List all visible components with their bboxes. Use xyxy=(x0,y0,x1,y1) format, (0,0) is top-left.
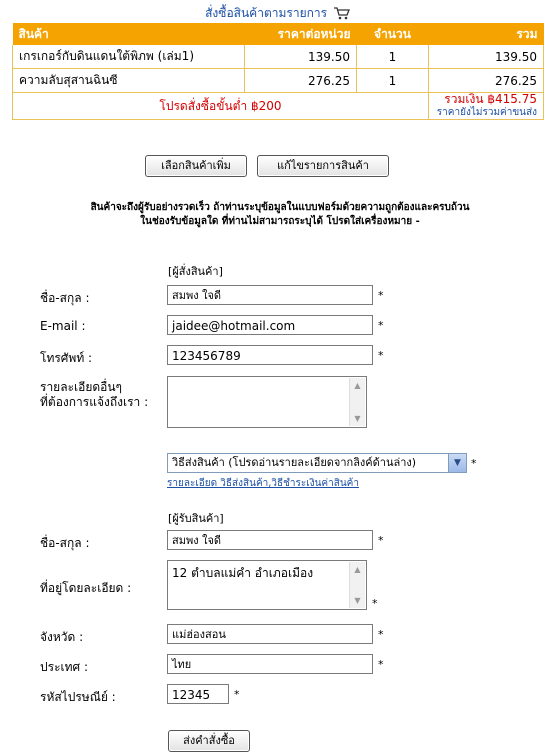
receiver-name-label: ชื่อ-สกุล : xyxy=(40,536,90,550)
col-total: รวม xyxy=(429,23,544,45)
submit-order-button[interactable]: ส่งคำสั่งซื้อ xyxy=(168,730,250,752)
col-quantity: จำนวน xyxy=(357,23,429,45)
required-mark: * xyxy=(378,658,384,671)
required-mark: * xyxy=(378,534,384,547)
unit-price: 139.50 xyxy=(245,45,357,69)
chevron-down-icon[interactable]: ▼ xyxy=(448,454,466,472)
orderer-section-heading: [ผู้สั่งสินค้า] xyxy=(168,265,223,278)
orderer-name-field[interactable]: สมพง ใจดี xyxy=(167,285,373,305)
receiver-postcode-field[interactable]: 12345 xyxy=(167,684,229,704)
required-mark: * xyxy=(471,457,477,470)
cart-header-row xyxy=(13,23,544,45)
orderer-email-label: E-mail : xyxy=(40,319,86,333)
shipping-excluded-note: ราคายังไม่รวมค่าขนส่ง xyxy=(436,107,537,118)
receiver-postcode-label: รหัสไปรษณีย์ : xyxy=(40,690,116,704)
table-row xyxy=(13,45,544,69)
quantity: 1 xyxy=(357,69,429,93)
receiver-name-field[interactable]: สมพง ใจดี xyxy=(167,530,373,550)
shipping-info-link[interactable]: รายละเอียด วิธีส่งสินค้า,วิธีชำระเงินค่าสินค้า xyxy=(167,478,359,489)
cart-icon xyxy=(334,7,350,20)
line-total: 139.50 xyxy=(429,45,544,69)
receiver-section-heading: [ผู้รับสินค้า] xyxy=(168,512,224,525)
scroll-up-icon[interactable]: ▲ xyxy=(354,565,361,574)
scroll-down-icon[interactable]: ▼ xyxy=(354,596,361,605)
receiver-country-field[interactable]: ไทย xyxy=(167,654,373,674)
receiver-country-label: ประเทศ : xyxy=(40,660,88,674)
receiver-address-textarea[interactable]: 12 ตำบลแม่คำ อำเภอเมือง ▲ ▼ xyxy=(167,560,367,610)
required-mark: * xyxy=(378,349,384,362)
grand-total: รวมเงิน ฿415.75 xyxy=(444,92,537,106)
shipping-method-select[interactable]: วิธีส่งสินค้า (โปรดอ่านรายละเอียดจากลิงค์ด้านล่าง) ▼ xyxy=(167,453,467,473)
product-name: ความลับสุสานฉินซี xyxy=(13,69,245,93)
page-title: สั่งซื้อสินค้าตามรายการ xyxy=(0,4,555,23)
textarea-scrollbar[interactable] xyxy=(349,378,365,426)
col-unit-price: ราคาต่อหน่วย xyxy=(245,23,357,45)
line-total: 276.25 xyxy=(429,69,544,93)
cart-footer-row xyxy=(13,93,544,120)
textarea-scrollbar[interactable] xyxy=(349,562,365,608)
orderer-phone-field[interactable]: 123456789 xyxy=(167,345,373,365)
scroll-up-icon[interactable]: ▲ xyxy=(354,381,361,390)
required-mark: * xyxy=(378,319,384,332)
receiver-province-label: จังหวัด : xyxy=(40,630,84,644)
receiver-address-label: ที่อยู่โดยละเอียด : xyxy=(40,581,132,595)
required-mark: * xyxy=(378,289,384,302)
product-name: เกรเกอร์กับดินแดนใต้พิภพ (เล่ม1) xyxy=(13,45,245,69)
add-more-button[interactable]: เลือกสินค้าเพิ่ม xyxy=(145,155,247,177)
col-product: สินค้า xyxy=(13,23,245,45)
orderer-email-field[interactable]: jaidee@hotmail.com xyxy=(167,315,373,335)
unit-price: 276.25 xyxy=(245,69,357,93)
grand-total-cell xyxy=(429,93,544,120)
orderer-details-label: รายละเอียดอื่นๆ ที่ต้องการแจ้งถึงเรา : xyxy=(40,380,149,409)
form-notice: สินค้าจะถึงผู้รับอย่างรวดเร็ว ถ้าท่านระบุข้อมูลในแบบฟอร์มด้วยความถูกต้องและครบถ้วน ในช่องรับข้อมูลใด ที่ท่านไม่สามารถระบุได้ โปรดใส่เครื่องหมาย - xyxy=(90,202,470,227)
minimum-order-note: โปรดสั่งซื้อขั้นต่ำ ฿200 xyxy=(13,93,429,120)
required-mark: * xyxy=(372,597,378,610)
orderer-phone-label: โทรศัพท์ : xyxy=(40,351,93,365)
edit-list-button[interactable]: แก้ไขรายการสินค้า xyxy=(257,155,389,177)
cart-table xyxy=(12,23,544,120)
table-row xyxy=(13,69,544,93)
orderer-name-label: ชื่อ-สกุล : xyxy=(40,291,90,305)
required-mark: * xyxy=(378,628,384,641)
orderer-details-textarea[interactable] xyxy=(167,376,367,428)
quantity: 1 xyxy=(357,45,429,69)
receiver-province-field[interactable]: แม่ฮ่องสอน xyxy=(167,624,373,644)
required-mark: * xyxy=(234,688,240,701)
scroll-down-icon[interactable]: ▼ xyxy=(354,414,361,423)
